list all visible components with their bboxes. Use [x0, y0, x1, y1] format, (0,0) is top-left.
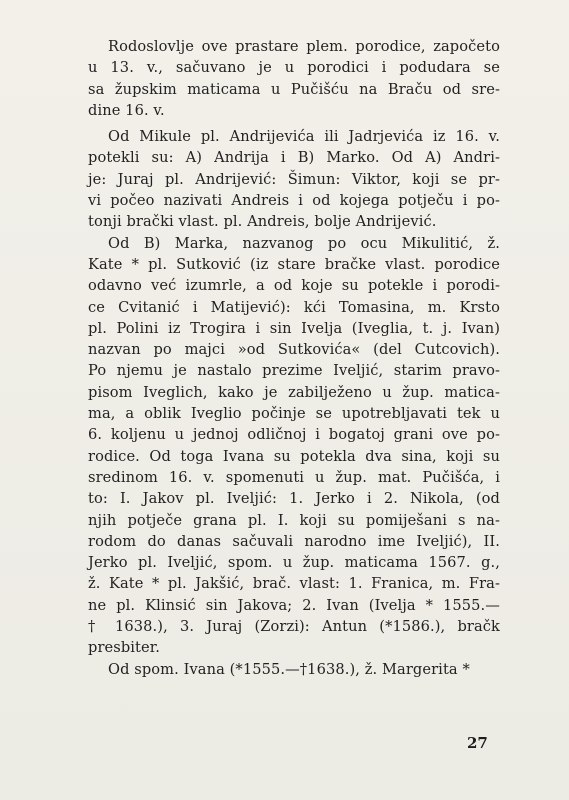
- text-line: ž. Kate * pl. Jakšić, brač. vlast: 1. Franica, m. Fra-: [88, 575, 500, 593]
- text-line: nazvan po majci »od Sutkovića« (del Cutcovich).: [88, 341, 500, 359]
- text-line: pl. Polini iz Trogira i sin Ivelja (Iveglia, t. j. Ivan): [88, 319, 500, 337]
- text-line: tonji brački vlast. pl. Andreis, bolje Andrijević.: [88, 213, 437, 231]
- text-line: † 1638.), 3. Juraj (Zorzi): Antun (*1586.), bračk: [88, 618, 500, 636]
- text-line: odavno već izumrle, a od koje su potekle i porodi-: [88, 277, 500, 295]
- text-line: to: I. Jakov pl. Iveljić: 1. Jerko i 2. Nikola, (od: [88, 490, 500, 508]
- text-line: presbiter.: [88, 639, 160, 657]
- text-line: rodom do danas sačuvali narodno ime Iveljić), II.: [88, 532, 500, 550]
- text-line: Jerko pl. Iveljić, spom. u žup. maticama 1567. g.,: [88, 554, 500, 572]
- text-line: Kate * pl. Sutković (iz stare bračke vlast. porodice: [88, 255, 500, 273]
- text-line: Od spom. Ivana (*1555.—†1638.), ž. Margerita *: [108, 660, 470, 678]
- text-line: ne pl. Klinsić sin Jakova; 2. Ivan (Ivelja * 1555.—: [88, 596, 500, 614]
- text-line: vi počeo nazivati Andreis i od kojega potječu i po-: [88, 192, 500, 210]
- text-line: ce Cvitanić i Matijević): kći Tomasina, m. Krsto: [88, 298, 500, 316]
- text-line: dine 16. v.: [88, 101, 165, 119]
- text-line: Po njemu je nastalo prezime Iveljić, starim pravo-: [88, 362, 500, 380]
- text-line: je: Juraj pl. Andrijević: Šimun: Viktor, koji se pr-: [88, 170, 500, 188]
- text-line: rodice. Od toga Ivana su potekla dva sina, koji su: [88, 447, 500, 465]
- text-line: sa župskim maticama u Pučišću na Braču od sre-: [88, 80, 500, 98]
- page-number: 27: [467, 734, 488, 752]
- text-line: Od Mikule pl. Andrijevića ili Jadrjevića iz 16. v.: [108, 128, 500, 146]
- text-body: [88, 36, 500, 680]
- paragraph-2: [88, 126, 500, 232]
- text-line: pisom Iveglich, kako je zabilježeno u žup. matica-: [88, 383, 500, 401]
- text-line: u 13. v., sačuvano je u porodici i podudara se: [88, 59, 500, 77]
- text-line: sredinom 16. v. spomenuti u žup. mat. Pučišća, i: [88, 468, 500, 486]
- paragraph-1: [88, 36, 500, 121]
- text-line: potekli su: A) Andrija i B) Marko. Od A) Andri-: [88, 149, 500, 167]
- paragraph-3: [88, 233, 500, 659]
- paragraph-4: [88, 659, 500, 680]
- text-line: 6. koljenu u jednoj odličnoj i bogatoj grani ove po-: [88, 426, 500, 444]
- text-line: njih potječe grana pl. I. koji su pomiješani s na-: [88, 511, 500, 529]
- text-line: Od B) Marka, nazvanog po ocu Mikulitić, ž.: [108, 234, 500, 252]
- text-line: ma, a oblik Iveglio počinje se upotrebljavati tek u: [88, 405, 500, 423]
- text-line: Rodoslovlje ove prastare plem. porodice, započeto: [108, 38, 500, 55]
